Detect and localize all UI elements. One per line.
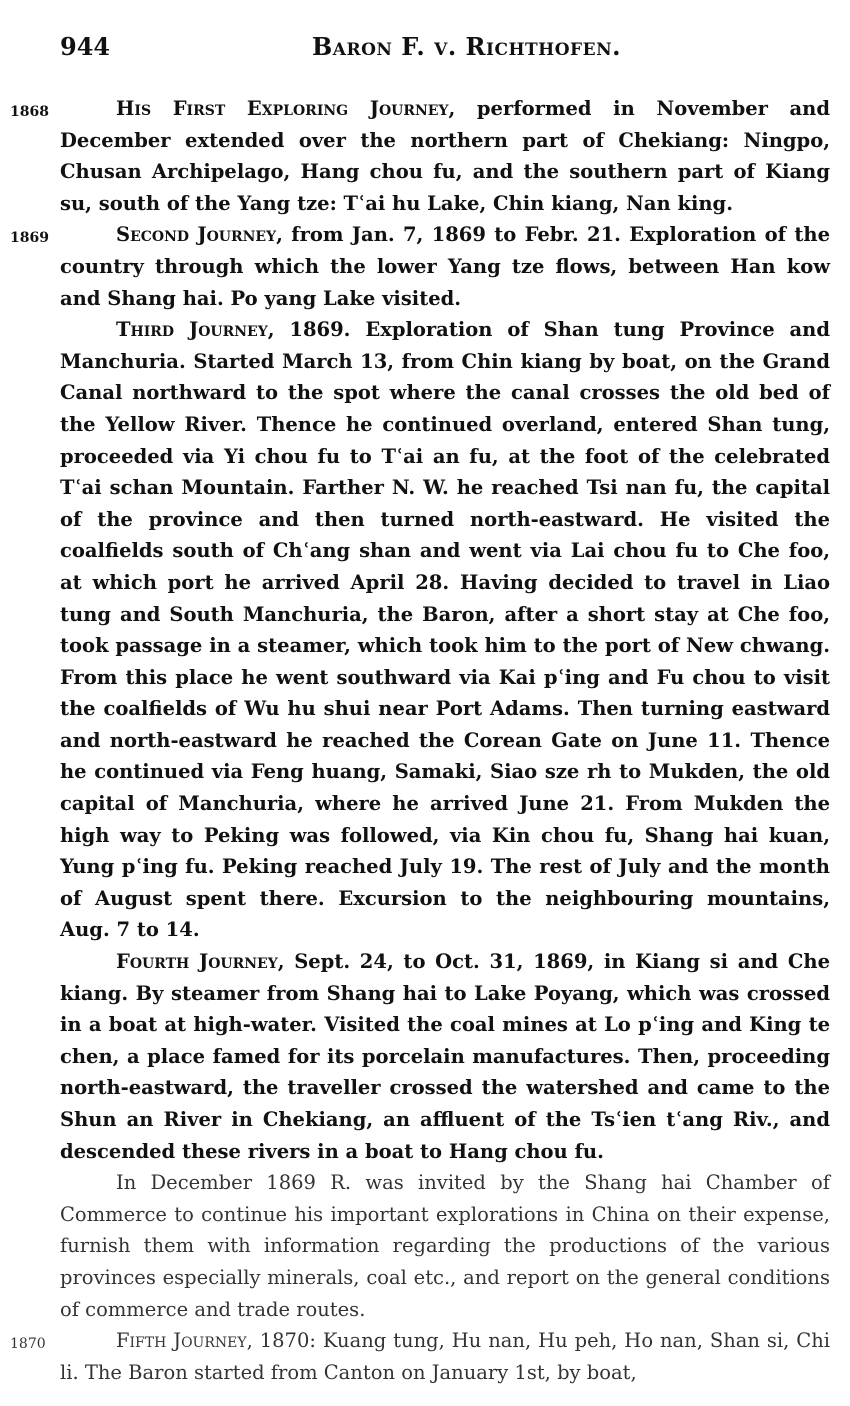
paragraph-text: performed in November and December extended over the northern part of Chekiang: Ningpo, Chusan Archipelago, Hang chou fu, and the southern part of Kiang su, south of the Yang tze: Tʿai hu Lake, Chin kiang, Nan king. [60,97,830,215]
paragraph-third-journey [60,314,830,946]
paragraph-chamber-invitation [60,1167,830,1325]
journey-heading: His First Exploring Journey, [116,97,456,120]
paragraph-second-journey [10,219,830,314]
paragraph-text: 1869. Exploration of Shan tung Province and Manchuria. Started March 13, from Chin kiang by boat, on the Grand Canal northward to the spot where the canal crosses the old bed of the Yellow River. Thence he continued overland, entered Shan tung, proceeded via Yi chou fu to Tʿai an fu, at the foot of the celebrated Tʿai schan Mountain. Farther N. W. he reached Tsi nan fu, the capital of the province and then turned north-eastward. He visited the coalfields south of Chʿang shan and went via Lai chou fu to Che foo, at which port he arrived April 28. Having decided to travel in Liao tung and South Manchuria, the Baron, after a short stay at Che foo, took passage in a steamer, which took him to the port of New chwang. From this place he went southward via Kai pʿing and Fu chou to visit the coalfields of Wu hu shui near Port Adams. Then turning eastward and north-eastward he reached the Corean Gate on June 11. Thence he continued via Feng huang, Samaki, Siao sze rh to Mukden, the old capital of Manchuria, where he arrived June 21. From Mukden the high way to Peking was followed, via Kin chou fu, Shang hai kuan, Yung pʿing fu. Peking reached July 19. The rest of July and the month of August spent there. Excursion to the neighbouring mountains, Aug. 7 to 14. [60,318,830,942]
year-marker: 1868 [10,104,49,120]
paragraph-text: from Jan. 7, 1869 to Febr. 21. Exploration of the country through which the lower Yang tze flows, between Han kow and Shang hai. Po yang Lake visited. [60,223,830,310]
running-head: Baron F. v. Richthofen. [312,32,621,61]
paragraph-text: Sept. 24, to Oct. 31, 1869, in Kiang si and Che kiang. By steamer from Shang hai to Lake Poyang, which was crossed in a boat at high-water. Visited the coal mines at Lo pʿing and King te chen, a place famed for its porcelain manufactures. Then, proceeding north-eastward, the traveller crossed the watershed and came to the Shun an River in Chekiang, an affluent of the Tsʿien tʿang Riv., and descended these rivers in a boat to Hang chou fu. [60,950,830,1163]
page-header [60,32,820,66]
year-marker: 1869 [10,230,49,247]
page-number: 944 [60,32,111,61]
paragraph-text: 1870: Kuang tung, Hu nan, Hu peh, Ho nan, Shan si, Chi li. The Baron started from Canton on January 1st, by boat, [60,1329,830,1384]
paragraph-fifth-journey [10,1325,830,1388]
paragraph-first-journey [10,93,830,219]
paragraph-fourth-journey [60,946,830,1167]
journey-heading: Fourth Journey, [116,950,285,974]
paragraph-text: In December 1869 R. was invited by the Shang hai Chamber of Commerce to continue his important explorations in China on their expense, furnish them with information regarding the productions of the various provinces especially minerals, coal etc., and report on the general conditions of commerce and trade routes. [60,1171,830,1321]
journey-heading: Fifth Journey, [116,1329,253,1353]
journey-heading: Third Journey, [116,318,275,342]
year-marker: 1870 [10,1336,46,1353]
journey-heading: Second Journey, [116,223,283,247]
body-text [10,93,830,1388]
